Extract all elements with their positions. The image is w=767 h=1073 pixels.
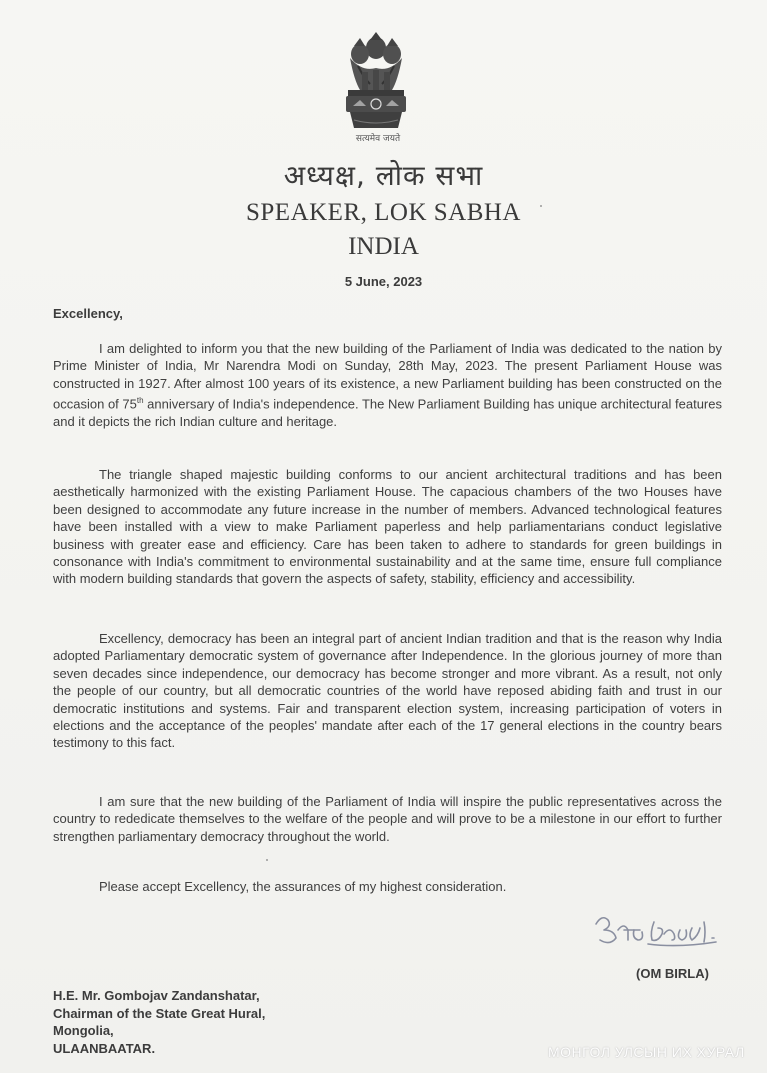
scan-speck <box>540 205 542 207</box>
addressee-line-3: Mongolia, <box>53 1023 114 1038</box>
english-title: SPEAKER, LOK SABHA <box>245 199 521 226</box>
paragraph-3: Excellency, democracy has been an integral part of ancient Indian tradition and that is the reason why India adopted Parliamentary democratic system of governance after Independence. In the glorious journey of more than seven decades since independence, our democracy has become stronger and more vibrant. As a result, not only the people of our country, but all democratic countries of the world have reposed abiding faith and trust in our democratic institutions and systems. Fair and transparent election system, increasing participation of voters in elections and the acceptance of the peoples' mandate after each of the 17 general elections in the country bears testimony to this fact. <box>53 631 722 751</box>
hindi-title: अध्यक्ष, लोक सभा <box>283 159 484 192</box>
paragraph-4: I am sure that the new building of the Parliament of India will inspire the public representatives across the country to rededicate themselves to the welfare of the people and will prove to be a milestone in our effort to further strengthen parliamentary democracy throughout the world. <box>53 794 722 844</box>
closing-line: Please accept Excellency, the assurances of my highest consideration. <box>99 879 507 894</box>
emblem-motto: सत्यमेव जयते <box>355 134 401 144</box>
signatory-name: (OM BIRLA) <box>636 966 709 981</box>
country-name: INDIA <box>348 233 419 260</box>
watermark-text: МОНГОЛ УЛСЫН ИХ ХУРАЛ <box>548 1044 745 1060</box>
handwritten-signature <box>588 908 738 952</box>
state-emblem-icon <box>340 28 412 140</box>
paragraph-2: The triangle shaped majestic building conforms to our ancient architectural traditions and has been aesthetically harmonized with the existing Parliament House. The capacious chambers of the two Houses have been designed to accommodate any future increase in the number of members. Advanced technological features have been installed with a view to make Parliament paperless and help parliamentarians conduct legislative business with greater ease and efficiency. Care has been taken to adhere to standards for green buildings in consonance with India's commitment to environmental sustainability and at the same time, ensure full compliance with modern building standards that govern the aspects of safety, stability, efficiency and accessibility. <box>53 467 722 587</box>
scan-speck <box>266 859 268 861</box>
addressee-line-2: Chairman of the State Great Hural, <box>53 1005 266 1021</box>
addressee-block <box>53 987 265 1057</box>
letter-date: 5 June, 2023 <box>344 274 423 289</box>
paragraph-1: I am delighted to inform you that the new building of the Parliament of India was dedicated to the nation by Prime Minister of India, Mr Narendra Modi on Sunday, 28th May, 2023. The present Parliament House was constructed in 1927. After almost 100 years of its existence, a new Parliament building has been constructed on the occasion of 75th anniversary of India's independence. The New Parliament Building has unique architectural features and it depicts the rich Indian culture and heritage. <box>53 341 722 429</box>
addressee-line-1: H.E. Mr. Gombojav Zandanshatar, <box>53 988 260 1003</box>
salutation: Excellency, <box>53 306 123 321</box>
addressee-line-4: ULAANBAATAR. <box>53 1040 156 1056</box>
